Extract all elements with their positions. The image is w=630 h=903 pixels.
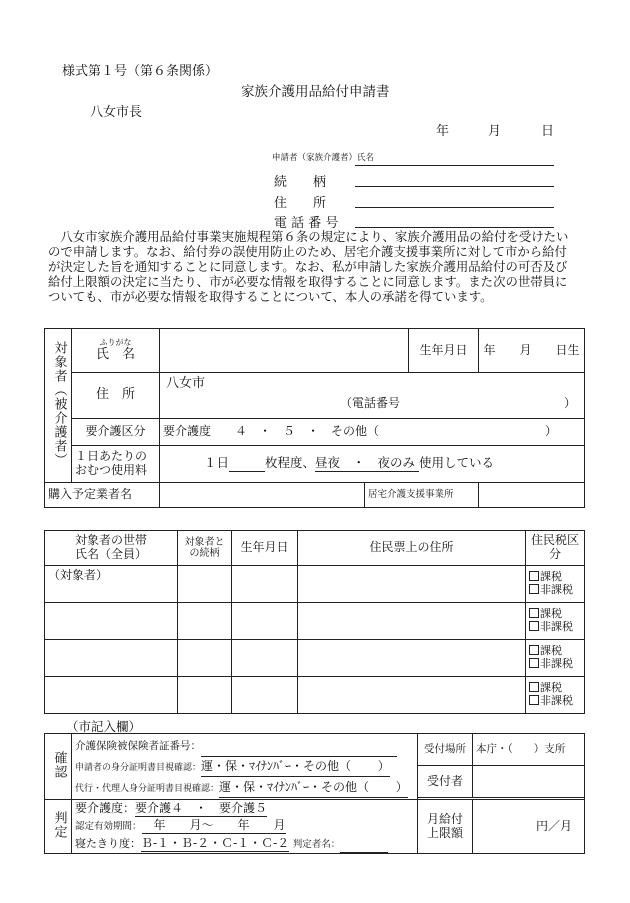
insurance-no-row[interactable]: 介護保険被保険者証番号：: [75, 737, 414, 757]
confirm-cell[interactable]: [72, 734, 418, 800]
vendor-label: 購入予定業者名: [45, 483, 160, 508]
nontaxable-checkbox[interactable]: [529, 658, 539, 668]
household-name-cell[interactable]: （対象者）: [45, 566, 178, 603]
household-address-cell[interactable]: [298, 566, 526, 603]
judge-cell[interactable]: [72, 800, 418, 854]
confirm-label: 確認: [45, 734, 72, 800]
tax-options[interactable]: 課税 非課税: [526, 603, 585, 640]
date-day: 日: [541, 124, 555, 139]
household-relation-cell[interactable]: [178, 603, 232, 640]
household-address-cell[interactable]: [298, 640, 526, 677]
date-month: 月: [488, 124, 502, 139]
household-relation-header: 対象者と の続柄: [178, 531, 232, 566]
monthly-limit-value[interactable]: 円／月: [473, 800, 585, 854]
household-relation-cell[interactable]: [178, 677, 232, 714]
applicant-relation-line[interactable]: [355, 186, 554, 187]
household-birth-header: 生年月日: [232, 531, 298, 566]
receiver-cell[interactable]: [473, 766, 585, 798]
household-tax-header: 住民税区分: [526, 531, 585, 566]
household-row: [45, 566, 585, 603]
applicant-phone-line[interactable]: [355, 227, 554, 228]
household-address-cell[interactable]: [298, 677, 526, 714]
household-birth-cell[interactable]: [232, 640, 298, 677]
office-label: 居宅介護支援事業所: [365, 483, 479, 508]
subject-address-cell[interactable]: [160, 373, 585, 419]
care-close: ）: [544, 424, 557, 439]
diaper-cell[interactable]: １日 枚程度、昼夜 ・ 夜のみ 使用している: [160, 446, 585, 483]
household-relation-cell[interactable]: [178, 566, 232, 603]
reception-place-label: 受付場所: [418, 734, 473, 766]
valid-period-row[interactable]: 認定有効期間： 年 月～ 年 月: [75, 818, 286, 832]
household-name-cell[interactable]: [45, 603, 178, 640]
household-name-cell[interactable]: [45, 677, 178, 714]
address-value: 八女市: [166, 376, 206, 391]
page-title: 家族介護用品給付申請書: [241, 84, 390, 100]
applicant-name-line[interactable]: [355, 165, 554, 166]
care-cell[interactable]: [160, 419, 585, 446]
tax-options[interactable]: 課税 非課税: [526, 677, 585, 714]
subject-section-label: 対象者（被介護者）: [45, 329, 72, 483]
household-relation-cell[interactable]: [178, 640, 232, 677]
household-birth-cell[interactable]: [232, 677, 298, 714]
agent-id-row[interactable]: 代行・代理人身分証明書目視確認：運・保・ﾏｲﾅﾝﾊﾞｰ・その他（ ）: [75, 778, 414, 799]
applicant-address-label: 住 所: [274, 196, 327, 211]
household-row: [45, 677, 585, 714]
monthly-limit-label: 月給付 上限額: [418, 800, 473, 854]
household-address-header: 住民票上の住所: [298, 531, 526, 566]
phone-close: ）: [563, 396, 576, 410]
applicant-relation-label: 続 柄: [274, 175, 327, 190]
office-cell[interactable]: [479, 483, 585, 508]
nontaxable-checkbox[interactable]: [529, 695, 539, 705]
addressee: 八女市長: [90, 105, 143, 120]
taxable-checkbox[interactable]: [529, 608, 539, 618]
bedridden-row[interactable]: 寝たきり度：Ｂ-１・Ｂ-２・Ｃ-１・Ｃ-２ 判定者名：: [75, 835, 414, 853]
taxable-checkbox[interactable]: [529, 571, 539, 581]
applicant-address-line[interactable]: [355, 207, 554, 208]
applicant-name-label: 申請者（家族介護者）氏名: [272, 153, 375, 163]
taxable-checkbox[interactable]: [529, 645, 539, 655]
care-value: 要介護度 ４ ・ ５ ・ その他（: [163, 424, 380, 439]
birth-label: 生年月日: [409, 329, 479, 373]
household-table: [44, 530, 585, 714]
receiver-label: 受付者: [418, 766, 473, 798]
subject-name-cell[interactable]: [160, 329, 409, 373]
tax-options[interactable]: 課税 非課税: [526, 640, 585, 677]
date-year: 年: [436, 124, 450, 139]
birth-value[interactable]: 年 月 日生: [479, 329, 585, 373]
applicant-id-row[interactable]: 申請者の身分証明書目視確認：運・保・ﾏｲﾅﾝﾊﾞｰ・その他（ ）: [75, 757, 414, 778]
household-address-cell[interactable]: [298, 603, 526, 640]
office-use-table: [44, 733, 585, 854]
household-row: [45, 640, 585, 677]
name-header: ふりがな 氏 名: [72, 329, 160, 373]
vendor-cell[interactable]: [160, 483, 365, 508]
form-id: 様式第１号（第６条関係）: [62, 64, 219, 79]
judge-label: 判定: [45, 800, 72, 854]
household-row: [45, 603, 585, 640]
phone-label: （電話番号: [340, 396, 401, 410]
household-birth-cell[interactable]: [232, 566, 298, 603]
taxable-checkbox[interactable]: [529, 682, 539, 692]
household-birth-cell[interactable]: [232, 603, 298, 640]
care-label: 要介護区分: [72, 419, 160, 446]
nontaxable-checkbox[interactable]: [529, 621, 539, 631]
subject-table: [44, 328, 585, 508]
care-level-row[interactable]: 要介護度：要介護４ ・ 要介護５: [75, 801, 268, 815]
household-name-header: 対象者の世帯 氏名（全員）: [45, 531, 178, 566]
address-label: 住 所: [72, 373, 160, 419]
nontaxable-checkbox[interactable]: [529, 584, 539, 594]
tax-options[interactable]: 課税 非課税: [526, 566, 585, 603]
household-name-cell[interactable]: [45, 640, 178, 677]
diaper-label: １日あたりの おむつ使用料: [72, 446, 160, 483]
office-use-label: （市記入欄）: [66, 719, 142, 734]
reception-place-value[interactable]: 本庁・（ ）支所: [473, 734, 585, 766]
declaration-text: 八女市家族介護用品給付事業実施規程第６条の規定により、家族介護用品の給付を受けたいので申請します。なお、給付券の誤使用防止のため、居宅介護支援事業所に対して市から給付が決定した旨を通知することに同意します。なお、私が申請した家族介護用品給付の可否及び給付上限額の決定に当たり、市が必要な情報を取得することに同意します。また次の世帯員についても、市が必要な情報を取得することについて、本人の承諾を得ています。: [48, 229, 569, 304]
applicant-phone-label: 電 話 番 号: [274, 216, 339, 231]
